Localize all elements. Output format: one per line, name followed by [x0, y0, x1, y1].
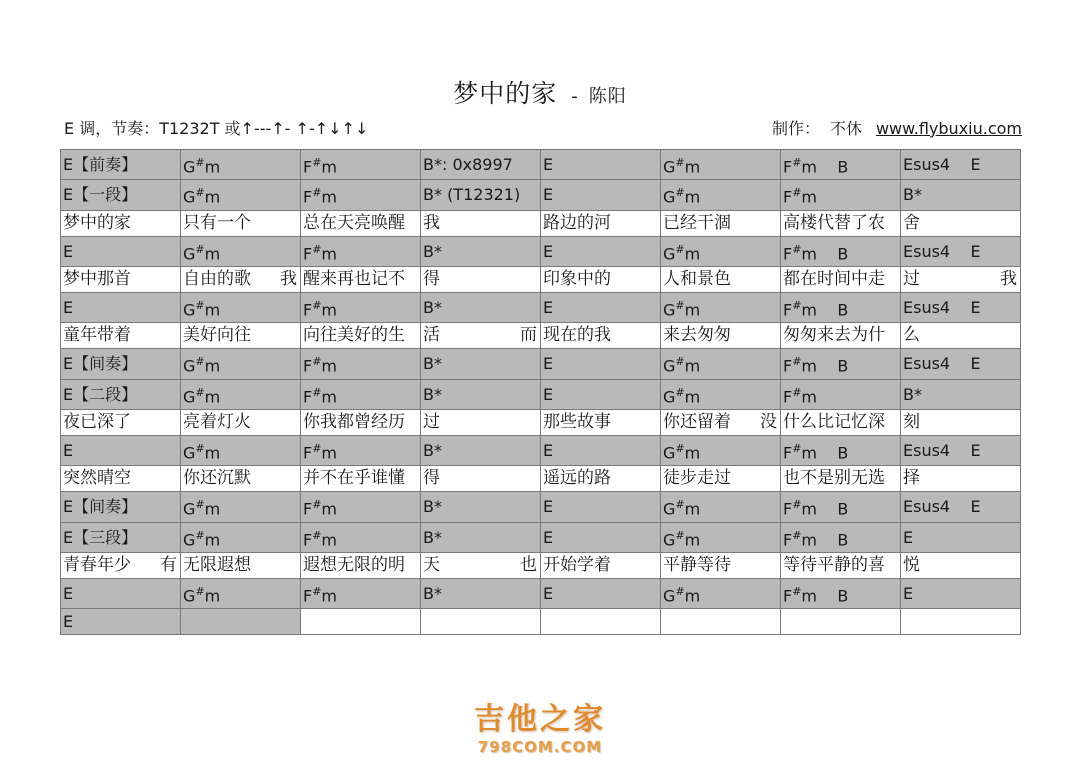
chord-cell: F#m [301, 292, 421, 322]
chord-cell [301, 609, 421, 635]
chord-cell: E [541, 180, 661, 210]
lyric-cell: 舍 [901, 210, 1021, 236]
chord-cell: G#m [181, 236, 301, 266]
chord-cell: G#m [181, 578, 301, 608]
chord-cell [781, 609, 901, 635]
chord-row [61, 435, 1021, 465]
lyric-cell: 你还留着 没 [661, 409, 781, 435]
lyric-row [61, 552, 1021, 578]
chord-cell: F#m [301, 492, 421, 522]
lyric-cell: 梦中的家 [61, 210, 181, 236]
chord-cell: Esus4 E [901, 292, 1021, 322]
chord-cell: F#m [781, 379, 901, 409]
lyric-cell: 遐想无限的明 [301, 552, 421, 578]
lyric-cell: 总在天亮唤醒 [301, 210, 421, 236]
chord-cell: G#m [661, 492, 781, 522]
chord-cell: G#m [181, 292, 301, 322]
artist-name: 陈阳 [588, 86, 627, 107]
title-separator: - [571, 86, 579, 107]
chord-cell: E [901, 522, 1021, 552]
chord-cell: E [61, 236, 181, 266]
chord-cell: G#m [181, 349, 301, 379]
chord-cell: F#m B [781, 435, 901, 465]
chord-cell: F#m [301, 236, 421, 266]
lyric-row [61, 266, 1021, 292]
song-title: 梦中的家 [453, 79, 558, 108]
lyric-cell: 得 [421, 266, 541, 292]
chord-cell: E【三段】 [61, 522, 181, 552]
chord-cell: B* [421, 578, 541, 608]
chord-cell: B* [421, 292, 541, 322]
site-link[interactable]: www.flybuxiu.com [875, 119, 1022, 138]
song-title-line [0, 74, 1080, 110]
chord-cell [181, 609, 301, 635]
chord-cell: B* [901, 379, 1021, 409]
lyric-cell: 突然晴空 [61, 466, 181, 492]
lyric-row [61, 466, 1021, 492]
chord-cell: F#m B [781, 578, 901, 608]
chord-cell: F#m B [781, 522, 901, 552]
chord-cell: G#m [661, 236, 781, 266]
lyric-cell: 自由的歌 我 [181, 266, 301, 292]
lyric-cell: 么 [901, 323, 1021, 349]
chord-cell: F#m [301, 435, 421, 465]
chord-cell: F#m [301, 379, 421, 409]
lyric-cell: 都在时间中走 [781, 266, 901, 292]
chord-row [61, 522, 1021, 552]
chord-cell: E [61, 609, 181, 635]
chord-row [61, 578, 1021, 608]
lyric-cell: 也不是别无选 [781, 466, 901, 492]
key-rhythm-info: E 调，节奏：T1232T 或↑---↑- ↑-↑↓↑↓ [64, 119, 369, 138]
maker-name: 不休 [829, 119, 862, 138]
chord-cell: G#m [181, 522, 301, 552]
lyric-cell: 刻 [901, 409, 1021, 435]
lyric-cell: 已经干涸 [661, 210, 781, 236]
chord-cell: F#m B [781, 150, 901, 180]
lyric-cell: 遥远的路 [541, 466, 661, 492]
chord-cell: G#m [181, 492, 301, 522]
chord-cell: G#m [181, 180, 301, 210]
lyric-cell: 梦中那首 [61, 266, 181, 292]
chord-cell: E [61, 578, 181, 608]
lyric-cell: 路边的河 [541, 210, 661, 236]
chord-cell: E【二段】 [61, 379, 181, 409]
chord-cell: E [541, 578, 661, 608]
chord-cell: F#m [301, 180, 421, 210]
chord-cell: E [61, 435, 181, 465]
chord-cell: B* [421, 435, 541, 465]
chord-cell: B* [421, 522, 541, 552]
chord-cell: E [541, 435, 661, 465]
chord-cell: G#m [661, 349, 781, 379]
chord-row [61, 492, 1021, 522]
chord-row [61, 292, 1021, 322]
lyric-cell: 印象中的 [541, 266, 661, 292]
lyric-cell: 人和景色 [661, 266, 781, 292]
chord-row [61, 236, 1021, 266]
lyric-cell: 高楼代替了农 [781, 210, 901, 236]
lyric-cell: 什么比记忆深 [781, 409, 901, 435]
chord-cell: G#m [661, 379, 781, 409]
chord-cell: E【一段】 [61, 180, 181, 210]
chord-cell: F#m B [781, 492, 901, 522]
chord-row [61, 349, 1021, 379]
chord-cell: E [541, 379, 661, 409]
lyric-cell: 美好向往 [181, 323, 301, 349]
chord-cell: B* [421, 379, 541, 409]
chord-cell: F#m B [781, 292, 901, 322]
chord-cell: G#m [661, 578, 781, 608]
chord-cell: G#m [661, 292, 781, 322]
chord-cell [661, 609, 781, 635]
chord-cell: E [541, 522, 661, 552]
chord-cell: Esus4 E [901, 492, 1021, 522]
chord-cell [901, 609, 1021, 635]
lyric-cell: 你我都曾经历 [301, 409, 421, 435]
chord-cell: G#m [661, 180, 781, 210]
lyric-cell: 向往美好的生 [301, 323, 421, 349]
lyric-cell: 等待平静的喜 [781, 552, 901, 578]
chord-row [61, 379, 1021, 409]
chord-cell: G#m [661, 435, 781, 465]
chord-cell: G#m [661, 522, 781, 552]
lyric-cell: 来去匆匆 [661, 323, 781, 349]
chord-row [61, 150, 1021, 180]
lyric-cell: 醒来再也记不 [301, 266, 421, 292]
chord-cell: F#m [781, 180, 901, 210]
lyric-cell: 悦 [901, 552, 1021, 578]
chord-cell: E [541, 150, 661, 180]
lyric-cell: 匆匆来去为什 [781, 323, 901, 349]
watermark-logo [0, 694, 1080, 756]
chord-cell: E [541, 292, 661, 322]
chord-cell: Esus4 E [901, 349, 1021, 379]
chord-cell: F#m [301, 349, 421, 379]
chord-cell: B* [421, 492, 541, 522]
chord-cell: B*: 0x8997 [421, 150, 541, 180]
chord-cell: E【前奏】 [61, 150, 181, 180]
chord-cell: G#m [181, 379, 301, 409]
chord-cell: E [901, 578, 1021, 608]
chord-cell: B* [421, 236, 541, 266]
watermark-cn: 吉他之家 [474, 702, 606, 737]
chord-cell: Esus4 E [901, 236, 1021, 266]
chord-cell: E [541, 492, 661, 522]
lyric-cell: 择 [901, 466, 1021, 492]
lyric-cell: 青春年少 有 [61, 552, 181, 578]
lyric-cell: 那些故事 [541, 409, 661, 435]
chord-row [61, 180, 1021, 210]
lyric-cell: 得 [421, 466, 541, 492]
lyric-cell: 无限遐想 [181, 552, 301, 578]
lyric-cell: 并不在乎谁懂 [301, 466, 421, 492]
chord-cell: B* [901, 180, 1021, 210]
maker-label: 制作： [771, 119, 820, 138]
lyric-cell: 开始学着 [541, 552, 661, 578]
chord-cell: B* (T12321) [421, 180, 541, 210]
lyric-cell: 徒步走过 [661, 466, 781, 492]
lyric-cell: 过 [421, 409, 541, 435]
chord-cell: Esus4 E [901, 150, 1021, 180]
chord-row [61, 609, 1021, 635]
chord-cell: G#m [181, 435, 301, 465]
chord-cell: Esus4 E [901, 435, 1021, 465]
lyric-row [61, 210, 1021, 236]
chord-cell: G#m [181, 150, 301, 180]
lyric-cell: 夜已深了 [61, 409, 181, 435]
chord-sheet-table [60, 149, 1021, 635]
lyric-row [61, 409, 1021, 435]
chord-cell: E [541, 236, 661, 266]
chord-cell: E [61, 292, 181, 322]
lyric-cell: 你还沉默 [181, 466, 301, 492]
chord-cell: F#m B [781, 349, 901, 379]
lyric-cell: 天 也 [421, 552, 541, 578]
watermark-en: 798COM.COM [477, 738, 603, 756]
chord-cell: E [541, 349, 661, 379]
chord-cell [541, 609, 661, 635]
chord-cell: B* [421, 349, 541, 379]
lyric-cell: 过 我 [901, 266, 1021, 292]
lyric-cell: 平静等待 [661, 552, 781, 578]
maker-info [772, 116, 1022, 139]
lyric-cell: 我 [421, 210, 541, 236]
lyric-cell: 亮着灯火 [181, 409, 301, 435]
chord-cell: F#m [301, 150, 421, 180]
chord-cell: F#m [301, 578, 421, 608]
chord-cell: E【间奏】 [61, 349, 181, 379]
chord-cell: E【间奏】 [61, 492, 181, 522]
lyric-cell: 现在的我 [541, 323, 661, 349]
chord-cell: F#m [301, 522, 421, 552]
lyric-cell: 只有一个 [181, 210, 301, 236]
chord-cell [421, 609, 541, 635]
lyric-cell: 童年带着 [61, 323, 181, 349]
lyric-row [61, 323, 1021, 349]
chord-cell: G#m [661, 150, 781, 180]
lyric-cell: 活 而 [421, 323, 541, 349]
chord-cell: F#m B [781, 236, 901, 266]
